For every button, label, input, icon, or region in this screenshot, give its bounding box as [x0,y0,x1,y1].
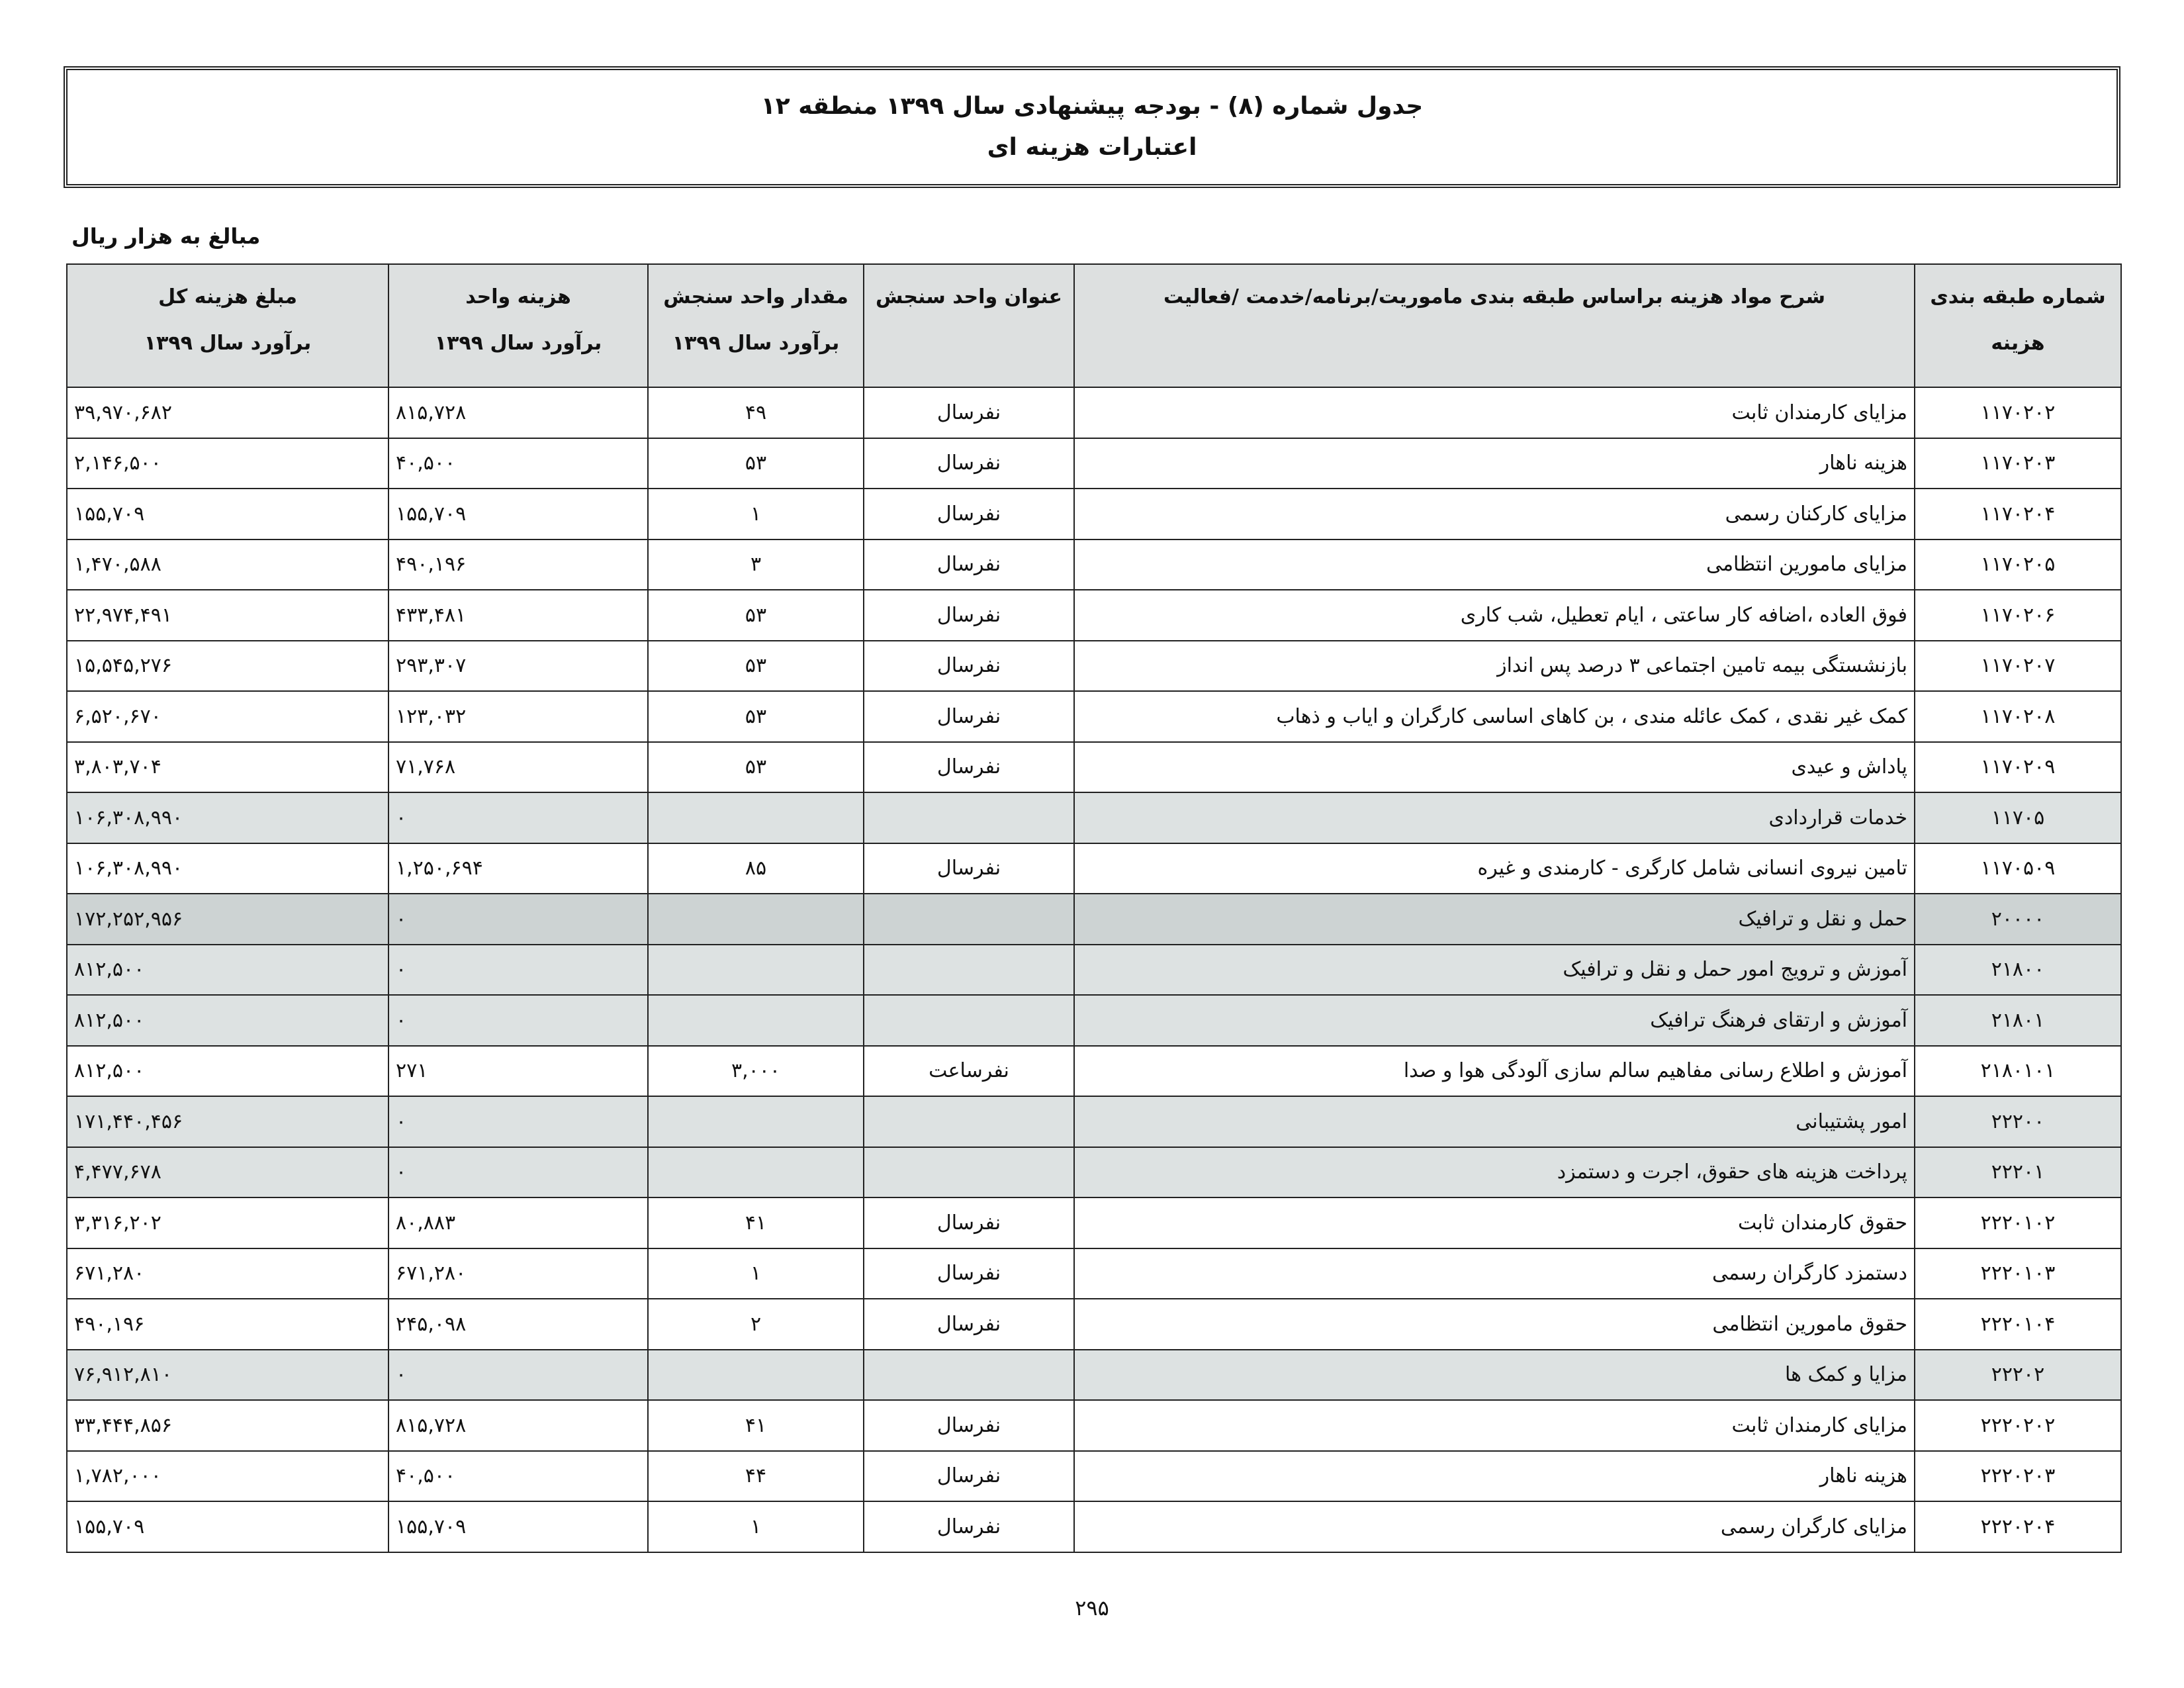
table-row [67,742,2121,793]
code-cell: ۲۰۰۰۰ [1915,894,2121,945]
table-row [67,387,2121,438]
code-cell: ۲۲۲۰۲۰۳ [1915,1451,2121,1502]
quantity-cell: ۴۹ [648,387,864,438]
table-row [67,1248,2121,1299]
col-header-unit-title: عنوان واحد سنجش [864,264,1074,387]
code-cell: ۲۲۲۰۰ [1915,1096,2121,1147]
unit-title-cell: نفرسال [864,1248,1074,1299]
unit-cost-cell: ۴۰,۵۰۰ [388,438,648,489]
unit-title-cell: نفرسال [864,843,1074,894]
code-cell: ۲۲۲۰۱۰۲ [1915,1197,2121,1248]
total-cost-cell: ۸۱۲,۵۰۰ [67,995,388,1046]
description-cell: دستمزد کارگران رسمی [1074,1248,1915,1299]
total-cost-cell: ۲,۱۴۶,۵۰۰ [67,438,388,489]
code-cell: ۲۱۸۰۱ [1915,995,2121,1046]
total-cost-cell: ۱,۷۸۲,۰۰۰ [67,1451,388,1502]
unit-title-cell: نفرسال [864,691,1074,742]
table-header-row [67,264,2121,387]
table-subtitle: اعتبارات هزینه ای [987,134,1197,161]
unit-title-cell: نفرسال [864,438,1074,489]
code-cell: ۲۲۲۰۲ [1915,1350,2121,1401]
table-row [67,1400,2121,1451]
quantity-cell: ۸۵ [648,843,864,894]
total-cost-cell: ۴,۴۷۷,۶۷۸ [67,1147,388,1198]
description-cell: کمک غیر نقدی ، کمک عائله مندی ، بن کاهای اساسی کارگران و ایاب و ذهاب [1074,691,1915,742]
total-cost-cell: ۴۹۰,۱۹۶ [67,1299,388,1350]
description-cell: امور پشتیبانی [1074,1096,1915,1147]
unit-title-cell [864,792,1074,843]
unit-title-cell [864,894,1074,945]
unit-title-cell: نفرسال [864,387,1074,438]
table-row [67,489,2121,539]
table-title: جدول شماره (۸) - بودجه پیشنهادی سال ۱۳۹۹ منطقه ۱۲ [760,93,1424,120]
description-cell: مزایای مامورین انتظامی [1074,539,1915,590]
unit-title-cell [864,1350,1074,1401]
quantity-cell: ۱ [648,1248,864,1299]
total-cost-cell: ۱۵,۵۴۵,۲۷۶ [67,641,388,692]
col-header-unit-quantity: مقدار واحد سنجش برآورد سال ۱۳۹۹ [648,264,864,387]
quantity-cell [648,1350,864,1401]
description-cell: هزینه ناهار [1074,1451,1915,1502]
table-row [67,1046,2121,1097]
page-number: ۲۹۵ [1075,1595,1109,1620]
unit-cost-cell: ۰ [388,995,648,1046]
table-row [67,641,2121,692]
description-cell: حقوق مامورین انتظامی [1074,1299,1915,1350]
total-cost-cell: ۱۵۵,۷۰۹ [67,1501,388,1552]
quantity-cell: ۴۱ [648,1400,864,1451]
unit-cost-cell: ۶۷۱,۲۸۰ [388,1248,648,1299]
unit-title-cell: نفرسال [864,1451,1074,1502]
unit-cost-cell: ۸۰,۸۸۳ [388,1197,648,1248]
total-cost-cell: ۱۰۶,۳۰۸,۹۹۰ [67,843,388,894]
unit-title-cell: نفرسال [864,539,1074,590]
quantity-cell: ۲ [648,1299,864,1350]
total-cost-cell: ۳,۳۱۶,۲۰۲ [67,1197,388,1248]
description-cell: پاداش و عیدی [1074,742,1915,793]
unit-title-cell: نفرساعت [864,1046,1074,1097]
total-cost-cell: ۱۵۵,۷۰۹ [67,489,388,539]
quantity-cell: ۳ [648,539,864,590]
unit-title-cell: نفرسال [864,489,1074,539]
total-cost-cell: ۸۱۲,۵۰۰ [67,945,388,996]
table-row [67,590,2121,641]
unit-cost-cell: ۰ [388,894,648,945]
description-cell: مزایای کارکنان رسمی [1074,489,1915,539]
unit-title-cell: نفرسال [864,590,1074,641]
unit-cost-cell: ۲۷۱ [388,1046,648,1097]
total-cost-cell: ۱۰۶,۳۰۸,۹۹۰ [67,792,388,843]
description-cell: مزایای کارگران رسمی [1074,1501,1915,1552]
unit-cost-cell: ۸۱۵,۷۲۸ [388,1400,648,1451]
unit-title-cell: نفرسال [864,1299,1074,1350]
unit-title-cell: نفرسال [864,1501,1074,1552]
total-cost-cell: ۱۷۲,۲۵۲,۹۵۶ [67,894,388,945]
code-cell: ۲۲۲۰۲۰۲ [1915,1400,2121,1451]
code-cell: ۱۱۷۰۲۰۲ [1915,387,2121,438]
code-cell: ۲۲۲۰۱۰۴ [1915,1299,2121,1350]
unit-cost-cell: ۴۹۰,۱۹۶ [388,539,648,590]
code-cell: ۱۱۷۰۵۰۹ [1915,843,2121,894]
table-row [67,894,2121,945]
unit-cost-cell: ۱۵۵,۷۰۹ [388,1501,648,1552]
unit-cost-cell: ۱۲۳,۰۳۲ [388,691,648,742]
quantity-cell [648,894,864,945]
unit-cost-cell: ۴۳۳,۴۸۱ [388,590,648,641]
col-header-total-cost: مبلغ هزینه کل برآورد سال ۱۳۹۹ [67,264,388,387]
code-cell: ۱۱۷۰۲۰۵ [1915,539,2121,590]
unit-cost-cell: ۷۱,۷۶۸ [388,742,648,793]
table-row [67,438,2121,489]
code-cell: ۱۱۷۰۵ [1915,792,2121,843]
unit-cost-cell: ۱,۲۵۰,۶۹۴ [388,843,648,894]
description-cell: هزینه ناهار [1074,438,1915,489]
col-header-description: شرح مواد هزینه براساس طبقه بندی ماموریت/برنامه/خدمت /فعالیت [1074,264,1915,387]
description-cell: مزایا و کمک ها [1074,1350,1915,1401]
quantity-cell: ۳,۰۰۰ [648,1046,864,1097]
total-cost-cell: ۳۹,۹۷۰,۶۸۲ [67,387,388,438]
unit-title-cell [864,995,1074,1046]
table-row [67,995,2121,1046]
quantity-cell: ۴۴ [648,1451,864,1502]
unit-cost-cell: ۸۱۵,۷۲۸ [388,387,648,438]
total-cost-cell: ۶۷۱,۲۸۰ [67,1248,388,1299]
unit-cost-cell: ۴۰,۵۰۰ [388,1451,648,1502]
total-cost-cell: ۷۶,۹۱۲,۸۱۰ [67,1350,388,1401]
quantity-cell [648,792,864,843]
total-cost-cell: ۳,۸۰۳,۷۰۴ [67,742,388,793]
description-cell: تامین نیروی انسانی شامل کارگری - کارمندی و غیره [1074,843,1915,894]
budget-table [66,263,2122,1553]
table-row [67,539,2121,590]
total-cost-cell: ۱,۴۷۰,۵۸۸ [67,539,388,590]
code-cell: ۱۱۷۰۲۰۹ [1915,742,2121,793]
description-cell: آموزش و اطلاع رسانی مفاهیم سالم سازی آلودگی هوا و صدا [1074,1046,1915,1097]
code-cell: ۱۱۷۰۲۰۷ [1915,641,2121,692]
code-cell: ۲۲۲۰۱ [1915,1147,2121,1198]
unit-title-cell: نفرسال [864,1400,1074,1451]
description-cell: حقوق کارمندان ثابت [1074,1197,1915,1248]
description-cell: حمل و نقل و ترافیک [1074,894,1915,945]
col-header-unit-cost: هزینه واحد برآورد سال ۱۳۹۹ [388,264,648,387]
description-cell: خدمات قراردادی [1074,792,1915,843]
description-cell: مزایای کارمندان ثابت [1074,1400,1915,1451]
unit-title-cell [864,1147,1074,1198]
table-title-box [64,66,2120,188]
table-body [67,387,2121,1552]
unit-cost-cell: ۰ [388,792,648,843]
table-row [67,1197,2121,1248]
code-cell: ۲۱۸۰۱۰۱ [1915,1046,2121,1097]
table-row [67,945,2121,996]
quantity-cell: ۵۳ [648,438,864,489]
description-cell: بازنشستگی بیمه تامین اجتماعی ۳ درصد پس انداز [1074,641,1915,692]
code-cell: ۱۱۷۰۲۰۶ [1915,590,2121,641]
quantity-cell: ۵۳ [648,742,864,793]
description-cell: آموزش و ترویج امور حمل و نقل و ترافیک [1074,945,1915,996]
unit-cost-cell: ۰ [388,1350,648,1401]
quantity-cell: ۵۳ [648,641,864,692]
total-cost-cell: ۱۷۱,۴۴۰,۴۵۶ [67,1096,388,1147]
unit-title-cell: نفرسال [864,742,1074,793]
code-cell: ۲۲۲۰۲۰۴ [1915,1501,2121,1552]
quantity-cell: ۵۳ [648,590,864,641]
total-cost-cell: ۸۱۲,۵۰۰ [67,1046,388,1097]
total-cost-cell: ۳۳,۴۴۴,۸۵۶ [67,1400,388,1451]
quantity-cell: ۵۳ [648,691,864,742]
table-row [67,843,2121,894]
total-cost-cell: ۲۲,۹۷۴,۴۹۱ [67,590,388,641]
code-cell: ۲۱۸۰۰ [1915,945,2121,996]
table-row [67,1096,2121,1147]
unit-title-cell: نفرسال [864,1197,1074,1248]
description-cell: فوق العاده ،اضافه کار ساعتی ، ایام تعطیل، شب کاری [1074,590,1915,641]
table-row [67,691,2121,742]
table-row [67,1299,2121,1350]
quantity-cell: ۱ [648,1501,864,1552]
unit-cost-cell: ۲۹۳,۳۰۷ [388,641,648,692]
code-cell: ۱۱۷۰۲۰۳ [1915,438,2121,489]
col-header-code: شماره طبقه بندی هزینه [1915,264,2121,387]
description-cell: آموزش و ارتقای فرهنگ ترافیک [1074,995,1915,1046]
unit-title-cell [864,945,1074,996]
table-row [67,1501,2121,1552]
description-cell: پرداخت هزینه های حقوق، اجرت و دستمزد [1074,1147,1915,1198]
code-cell: ۲۲۲۰۱۰۳ [1915,1248,2121,1299]
total-cost-cell: ۶,۵۲۰,۶۷۰ [67,691,388,742]
quantity-cell: ۱ [648,489,864,539]
unit-cost-cell: ۲۴۵,۰۹۸ [388,1299,648,1350]
table-row [67,1451,2121,1502]
table-row [67,1350,2121,1401]
unit-title-cell [864,1096,1074,1147]
quantity-cell [648,945,864,996]
unit-cost-cell: ۰ [388,945,648,996]
unit-cost-cell: ۱۵۵,۷۰۹ [388,489,648,539]
table-row [67,792,2121,843]
units-note: مبالغ به هزار ریال [71,224,261,249]
unit-cost-cell: ۰ [388,1096,648,1147]
code-cell: ۱۱۷۰۲۰۸ [1915,691,2121,742]
description-cell: مزایای کارمندان ثابت [1074,387,1915,438]
table-row [67,1147,2121,1198]
quantity-cell [648,995,864,1046]
code-cell: ۱۱۷۰۲۰۴ [1915,489,2121,539]
unit-cost-cell: ۰ [388,1147,648,1198]
unit-title-cell: نفرسال [864,641,1074,692]
quantity-cell [648,1096,864,1147]
quantity-cell [648,1147,864,1198]
quantity-cell: ۴۱ [648,1197,864,1248]
